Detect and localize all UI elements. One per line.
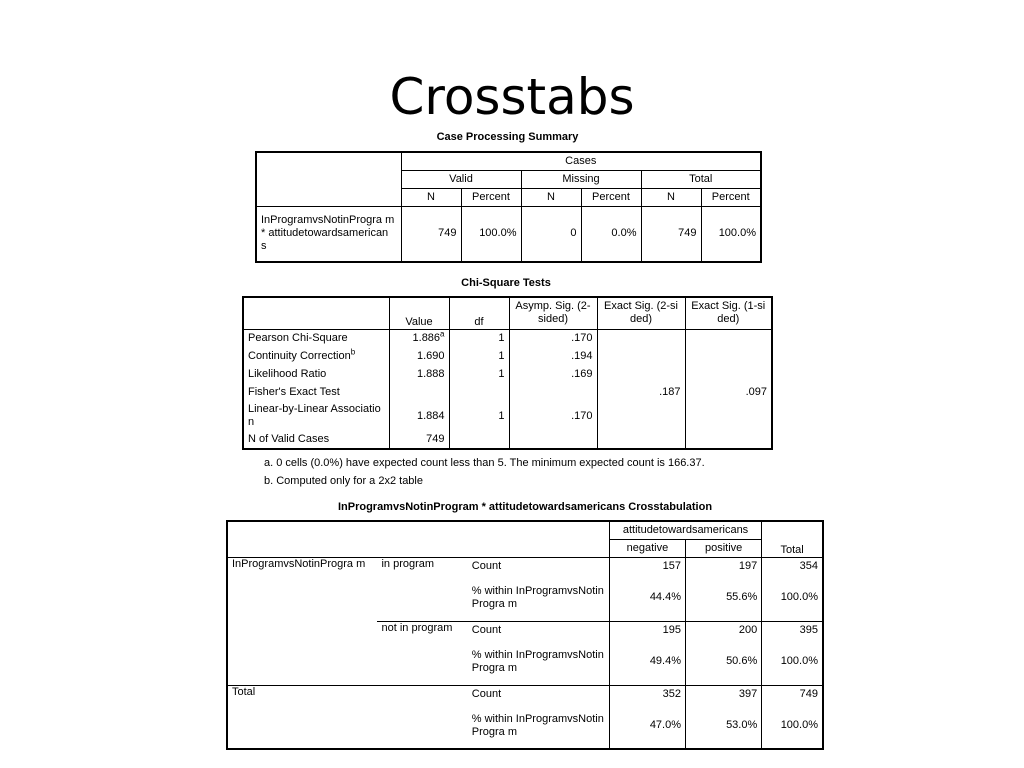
chi-row-df [449, 431, 509, 449]
chi-row-df: 1 [449, 401, 509, 431]
chi-row-label [243, 365, 389, 383]
chi-row-value [389, 347, 449, 365]
chi-row-exact1 [685, 329, 772, 347]
chi-row-label [243, 347, 389, 365]
chi-row-exact2 [597, 401, 685, 431]
case-valid-n: 749 [401, 206, 461, 262]
stat-label-percent: % within InProgramvsNotinProgra m [468, 639, 609, 685]
col-header-negative: negative [609, 539, 685, 557]
chi-row-exact2 [597, 329, 685, 347]
cell-count: 749 [762, 685, 823, 703]
cell-count: 354 [799, 559, 818, 572]
case-row-label: InProgramvsNotinProgra m * attitudetowardsamerican s [256, 206, 401, 262]
chi-row-label-text: Likelihood Ratio [248, 367, 327, 380]
subheader-n: N [521, 188, 581, 206]
case-valid-percent: 100.0% [461, 206, 521, 262]
chi-row-asymp [509, 431, 597, 449]
chi-header-value: Value [389, 297, 449, 329]
chi-row [243, 401, 772, 431]
cell-count: 197 [686, 557, 762, 575]
chi-row-label [243, 329, 389, 347]
group-header-total: Total [641, 170, 761, 188]
chi-row-exact1 [685, 431, 772, 449]
chi-row [243, 365, 772, 383]
chi-row [243, 431, 772, 449]
col-header-total: Total [762, 521, 823, 557]
chi-row-df [449, 383, 509, 401]
chi-value-text: 1.886 [412, 331, 441, 344]
chi-row [243, 347, 772, 365]
chi-row-asymp: .170 [509, 401, 597, 431]
cell-count: 395 [799, 623, 818, 636]
chi-row-exact2 [597, 347, 685, 365]
cell-percent: 47.0% [609, 703, 685, 749]
chi-row-label-text: Pearson Chi-Square [248, 331, 348, 344]
chi-corner [243, 297, 389, 329]
chi-row-df: 1 [449, 329, 509, 347]
chi-value-text: 1.884 [416, 409, 445, 422]
stat-label-percent: % within InProgramvsNotinProgra m [468, 575, 609, 621]
cell-percent: 100.0% [762, 575, 823, 621]
group-label-in-program: in program [381, 557, 435, 570]
chi-row-value [389, 365, 449, 383]
total-row-label: Total [227, 685, 468, 749]
chi-row-value [389, 329, 449, 347]
cases-header: Cases [401, 152, 761, 170]
chi-row [243, 329, 772, 347]
chi-square-table [242, 296, 773, 450]
cell-percent: 55.6% [686, 575, 762, 621]
chi-row-asymp: .194 [509, 347, 597, 365]
case-processing-table [255, 151, 762, 263]
footnote-marker: a [440, 329, 445, 339]
chi-row-label [243, 431, 389, 449]
chi-row-label-text: Linear-by-Linear Association [248, 403, 381, 428]
chi-row-exact1 [685, 401, 772, 431]
subheader-percent: Percent [461, 188, 521, 206]
chi-row-asymp: .170 [509, 329, 597, 347]
chi-header-exact2: Exact Sig. (2-sided) [597, 297, 685, 329]
chi-header-exact1: Exact Sig. (1-sided) [685, 297, 772, 329]
group-header-valid: Valid [401, 170, 521, 188]
chi-row-df: 1 [449, 365, 509, 383]
chi-row-label-text: Fisher's Exact Test [248, 385, 340, 398]
cell-count: 352 [609, 685, 685, 703]
cell-percent: 100.0% [762, 639, 823, 685]
subheader-percent: Percent [701, 188, 761, 206]
chi-row-exact2: .187 [597, 383, 685, 401]
cell-count: 397 [686, 685, 762, 703]
crosstab-corner [227, 521, 609, 557]
group-header-missing: Missing [521, 170, 641, 188]
subheader-n: N [641, 188, 701, 206]
crosstab-table [226, 520, 824, 750]
stat-label-count: Count [468, 557, 609, 575]
chi-row-value [389, 383, 449, 401]
cell-percent: 49.4% [609, 639, 685, 685]
footnote-a: a. 0 cells (0.0%) have expected count less than 5. The minimum expected count is 166.37. [264, 457, 705, 469]
chi-value-text: 749 [426, 433, 445, 445]
footnote-marker: b [350, 347, 356, 356]
col-header-positive: positive [686, 539, 762, 557]
slide-title: Crosstabs [389, 68, 635, 126]
chi-row [243, 383, 772, 401]
chi-row-label-text: Continuity Correction [248, 349, 351, 362]
chi-row-label [243, 401, 389, 431]
chi-row-exact1 [685, 365, 772, 383]
chi-square-caption: Chi-Square Tests [461, 277, 551, 289]
case-missing-percent: 0.0% [581, 206, 641, 262]
chi-row-label-text: N of Valid Cases [248, 433, 330, 445]
chi-row-exact1 [685, 347, 772, 365]
stat-label-count: Count [468, 685, 609, 703]
stat-label-count: Count [468, 621, 609, 639]
case-processing-corner [256, 152, 401, 206]
cell-count: 195 [609, 621, 685, 639]
crosstab-caption: InProgramvsNotinProgram * attitudetowardsamericans Crosstabulation [337, 501, 713, 513]
chi-row-exact1: .097 [745, 385, 767, 398]
chi-row-label [243, 383, 389, 401]
stat-label-percent: % within InProgramvsNotinProgra m [468, 703, 609, 749]
chi-row-asymp: .169 [509, 365, 597, 383]
case-processing-caption: Case Processing Summary [436, 131, 579, 143]
cell-percent: 53.0% [686, 703, 762, 749]
chi-value-text: 1.888 [416, 367, 445, 380]
chi-header-df: df [449, 297, 509, 329]
subheader-percent: Percent [581, 188, 641, 206]
footnote-b: b. Computed only for a 2x2 table [264, 475, 423, 487]
cell-count: 200 [686, 621, 762, 639]
col-group-header: attitudetowardsamericans [609, 521, 762, 539]
cell-percent: 100.0% [780, 719, 818, 731]
chi-row-df: 1 [449, 347, 509, 365]
group-label-not-in-program: not in program [377, 621, 467, 685]
case-total-percent: 100.0% [701, 206, 761, 262]
subheader-n: N [401, 188, 461, 206]
cell-count: 157 [609, 557, 685, 575]
chi-value-text: 1.690 [416, 349, 445, 362]
chi-row-exact2 [597, 365, 685, 383]
cell-percent: 50.6% [686, 639, 762, 685]
cell-percent: 44.4% [609, 575, 685, 621]
case-missing-n: 0 [521, 206, 581, 262]
row-var-label: InProgramvsNotinProgra m [227, 557, 377, 685]
chi-header-asymp: Asymp. Sig. (2-sided) [509, 297, 597, 329]
chi-row-asymp [509, 383, 597, 401]
chi-row-value [389, 431, 449, 449]
case-total-n: 749 [641, 206, 701, 262]
chi-row-exact2 [597, 431, 685, 449]
chi-row-value [389, 401, 449, 431]
